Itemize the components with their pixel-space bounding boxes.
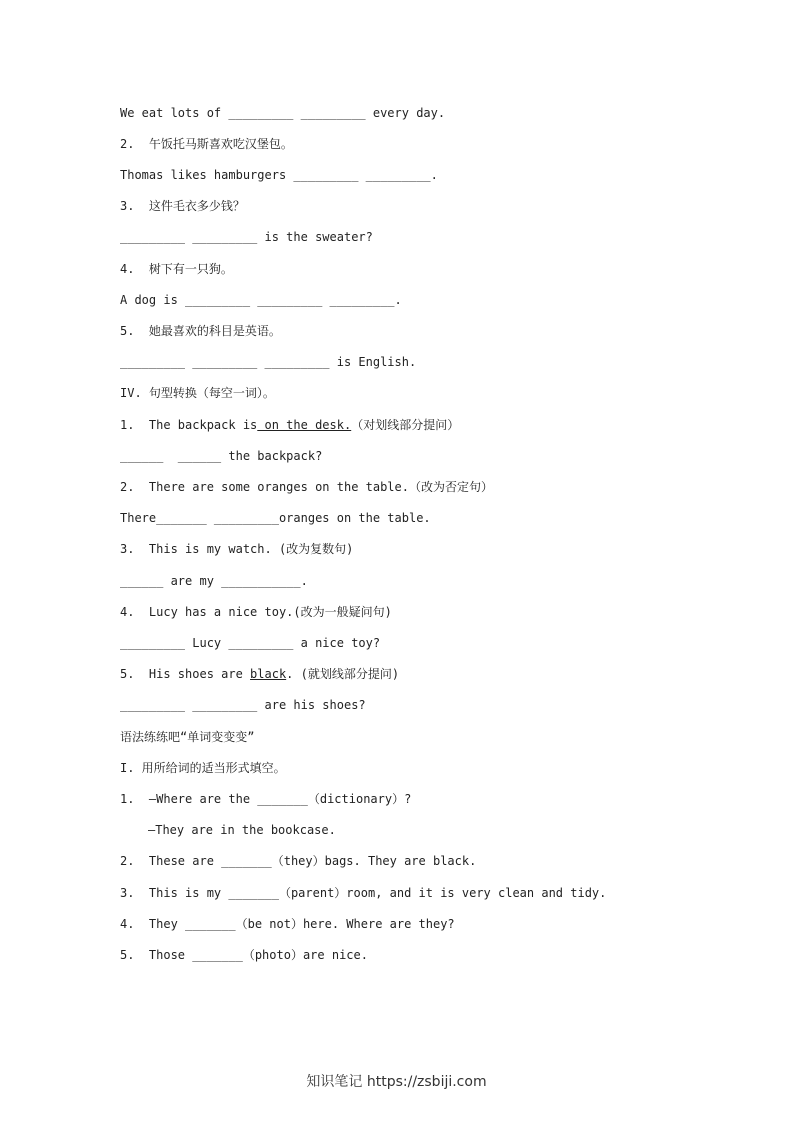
text-line: 5. Those _______（photo）are nice. bbox=[120, 948, 368, 962]
text-line: 4. 树下有一只狗。 bbox=[120, 262, 233, 276]
text-line: 5. 她最喜欢的科目是英语。 bbox=[120, 324, 281, 338]
text-line: —They are in the bookcase. bbox=[148, 823, 336, 837]
text-line: _________ _________ is the sweater? bbox=[120, 230, 373, 244]
text-line: 2. 午饭托马斯喜欢吃汉堡包。 bbox=[120, 137, 293, 151]
text-line: 4. They _______（be not）here. Where are they? bbox=[120, 917, 455, 931]
underlined-text: on the desk. bbox=[257, 418, 352, 432]
text-line: 3. 这件毛衣多少钱？ bbox=[120, 199, 245, 213]
text-line: 3. This is my _______（parent）room, and it is very clean and tidy. bbox=[120, 886, 607, 900]
text-segment: （对划线部分提问） bbox=[351, 418, 460, 432]
section-heading: 语法练练吧“单词变变变” bbox=[120, 730, 255, 744]
text-line: 2. These are _______（they）bags. They are black. bbox=[120, 854, 477, 868]
text-line: We eat lots of _________ _________ every day. bbox=[120, 106, 446, 120]
text-line: _________ _________ are his shoes? bbox=[120, 698, 366, 712]
text-line: A dog is _________ _________ _________. bbox=[120, 293, 402, 307]
text-segment: 1. The backpack is bbox=[120, 418, 258, 432]
text-line: 4. Lucy has a nice toy.(改为一般疑问句) bbox=[120, 605, 392, 619]
section-heading: I. 用所给词的适当形式填空。 bbox=[120, 761, 286, 775]
text-line: _________ _________ _________ is English. bbox=[120, 355, 417, 369]
text-line: _________ Lucy _________ a nice toy? bbox=[120, 636, 381, 650]
text-line: 2. There are some oranges on the table.（改为否定句） bbox=[120, 480, 493, 494]
underlined-text: black bbox=[250, 667, 287, 681]
text-line: 1. —Where are the _______（dictionary）? bbox=[120, 792, 412, 806]
text-line bbox=[120, 666, 399, 682]
section-heading: IV. 句型转换（每空一词）。 bbox=[120, 386, 275, 400]
text-line bbox=[120, 417, 459, 433]
footer-watermark: 知识笔记 https://zsbiji.com bbox=[306, 1074, 487, 1090]
text-line: There_______ _________oranges on the table. bbox=[120, 511, 431, 525]
text-line: ______ ______ the backpack? bbox=[120, 449, 323, 463]
text-line: 3. This is my watch. (改为复数句) bbox=[120, 542, 354, 556]
text-segment: 5. His shoes are bbox=[120, 667, 251, 681]
text-line: ______ are my ___________. bbox=[120, 574, 308, 588]
text-segment: . (就划线部分提问) bbox=[286, 667, 400, 681]
text-line: Thomas likes hamburgers _________ _________. bbox=[120, 168, 438, 182]
